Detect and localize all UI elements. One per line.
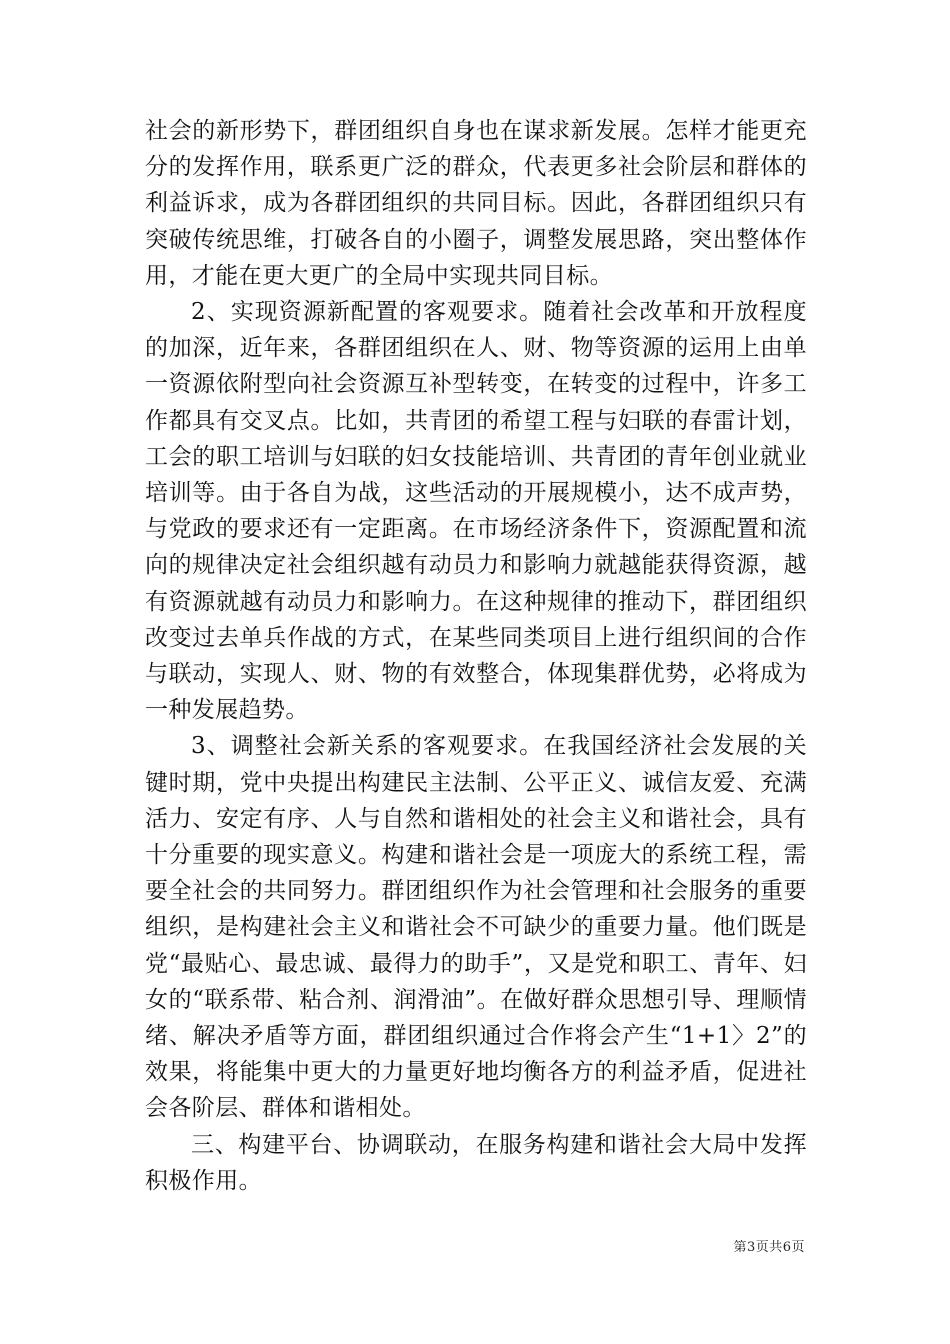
page-number-footer: 第3页共6页 (733, 1240, 805, 1255)
paragraph-1: 社会的新形势下，群团组织自身也在谋求新发展。怎样才能更充分的发挥作用，联系更广泛的群众，代表更多社会阶层和群体的利益诉求，成为各群团组织的共同目标。因此，各群团组织只有突破传统思维，打破各自的小圈子，调整发展思路，突出整体作用，才能在更大更广的全局中实现共同目标。 (145, 118, 807, 289)
document-body (145, 113, 807, 1199)
paragraph-2: 2、实现资源新配置的客观要求。随着社会改革和开放程度的加深，近年来，各群团组织在人、财、物等资源的运用上由单一资源依附型向社会资源互补型转变，在转变的过程中，许多工作都具有交叉点。比如，共青团的希望工程与妇联的春雷计划，工会的职工培训与妇联的妇女技能培训、共青团的青年创业就业培训等。由于各自为战，这些活动的开展规模小，达不成声势，与党政的要求还有一定距离。在市场经济条件下，资源配置和流向的规律决定社会组织越有动员力和影响力就越能获得资源，越有资源就越有动员力和影响力。在这种规律的推动下，群团组织改变过去单兵作战的方式，在某些同类项目上进行组织间的合作与联动，实现人、财、物的有效整合，体现集群优势，必将成为一种发展趋势。 (145, 299, 807, 724)
paragraph-4: 三、构建平台、协调联动，在服务构建和谐社会大局中发挥积极作用。 (145, 1131, 807, 1194)
paragraph-3: 3、调整社会新关系的客观要求。在我国经济社会发展的关键时期，党中央提出构建民主法制、公平正义、诚信友爱、充满活力、安定有序、人与自然和谐相处的社会主义和谐社会，具有十分重要的现实意义。构建和谐社会是一项庞大的系统工程，需要全社会的共同努力。群团组织作为社会管理和社会服务的重要组织，是构建社会主义和谐社会不可缺少的重要力量。他们既是党“最贴心、最忠诚、最得力的助手”，又是党和职工、青年、妇女的“联系带、粘合剂、润滑油”。在做好群众思想引导、理顺情绪、解决矛盾等方面，群团组织通过合作将会产生“1+1〉2”的效果，将能集中更大的力量更好地均衡各方的利益矛盾，促进社会各阶层、群体和谐相处。 (145, 733, 807, 1122)
